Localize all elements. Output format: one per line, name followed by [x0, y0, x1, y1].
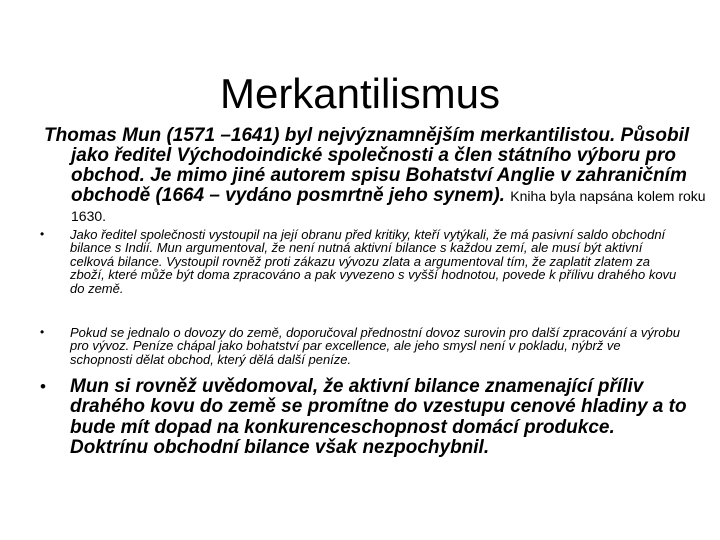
bullet-marker: • — [40, 325, 45, 339]
intro-note: Kniha byla napsána kolem roku 1630. — [71, 188, 706, 224]
slide-title: Merkantilismus — [219, 70, 501, 118]
bullet-item-1 — [40, 228, 680, 295]
intro-text: Thomas Mun (1571 –1641) byl nejvýznamnějším merkantilistou. Působil jako ředitel Východoindické společnosti a člen státního výboru pro obchod. Je mimo jiné autorem spisu Bohatství Anglie v zahraničním obchodě (1664 – vydáno posmrtně jeho synem). — [44, 125, 690, 206]
bullet-marker: • — [40, 227, 45, 241]
bullet-marker: • — [40, 377, 46, 396]
bullet-text: Mun si rovněž uvědomoval, že aktivní bilance znamenající příliv drahého kovu do země se promítne do vzestupu cenové hladiny a to bude mít dopad na konkurenceschopnost domácí produkce. Doktrínu obchodní bilance však nezpochybnil. — [70, 376, 687, 459]
bullet-text: Pokud se jednalo o dovozy do země, doporučoval přednostní dovoz surovin pro další zpracování a výrobu pro vývoz. Peníze chápal jako bohatství par excellence, ale jeho smysl není v pokladu, nýbrž ve schopnosti dělat obchod, který dělá další peníze. — [70, 325, 680, 367]
bullet-text: Jako ředitel společnosti vystoupil na její obranu před kritiky, kteří vytýkali, že má pasivní saldo obchodní bilance s Indií. Mun argumentoval, že není nutná aktivní bilance s každou zemí, ale musí být aktivní celková bilance. Vystoupil rovněž proti zákazu vývozu zlata a argumentoval tím, že zaplatit zlatem za zboží, které může být doma zpracováno a pak vyvezeno s vyšší hodnotou, povede k přílivu drahého kovu do země. — [70, 227, 677, 296]
bullet-item-2 — [40, 326, 680, 366]
intro-paragraph — [44, 126, 720, 226]
bullet-item-3 — [40, 377, 690, 459]
